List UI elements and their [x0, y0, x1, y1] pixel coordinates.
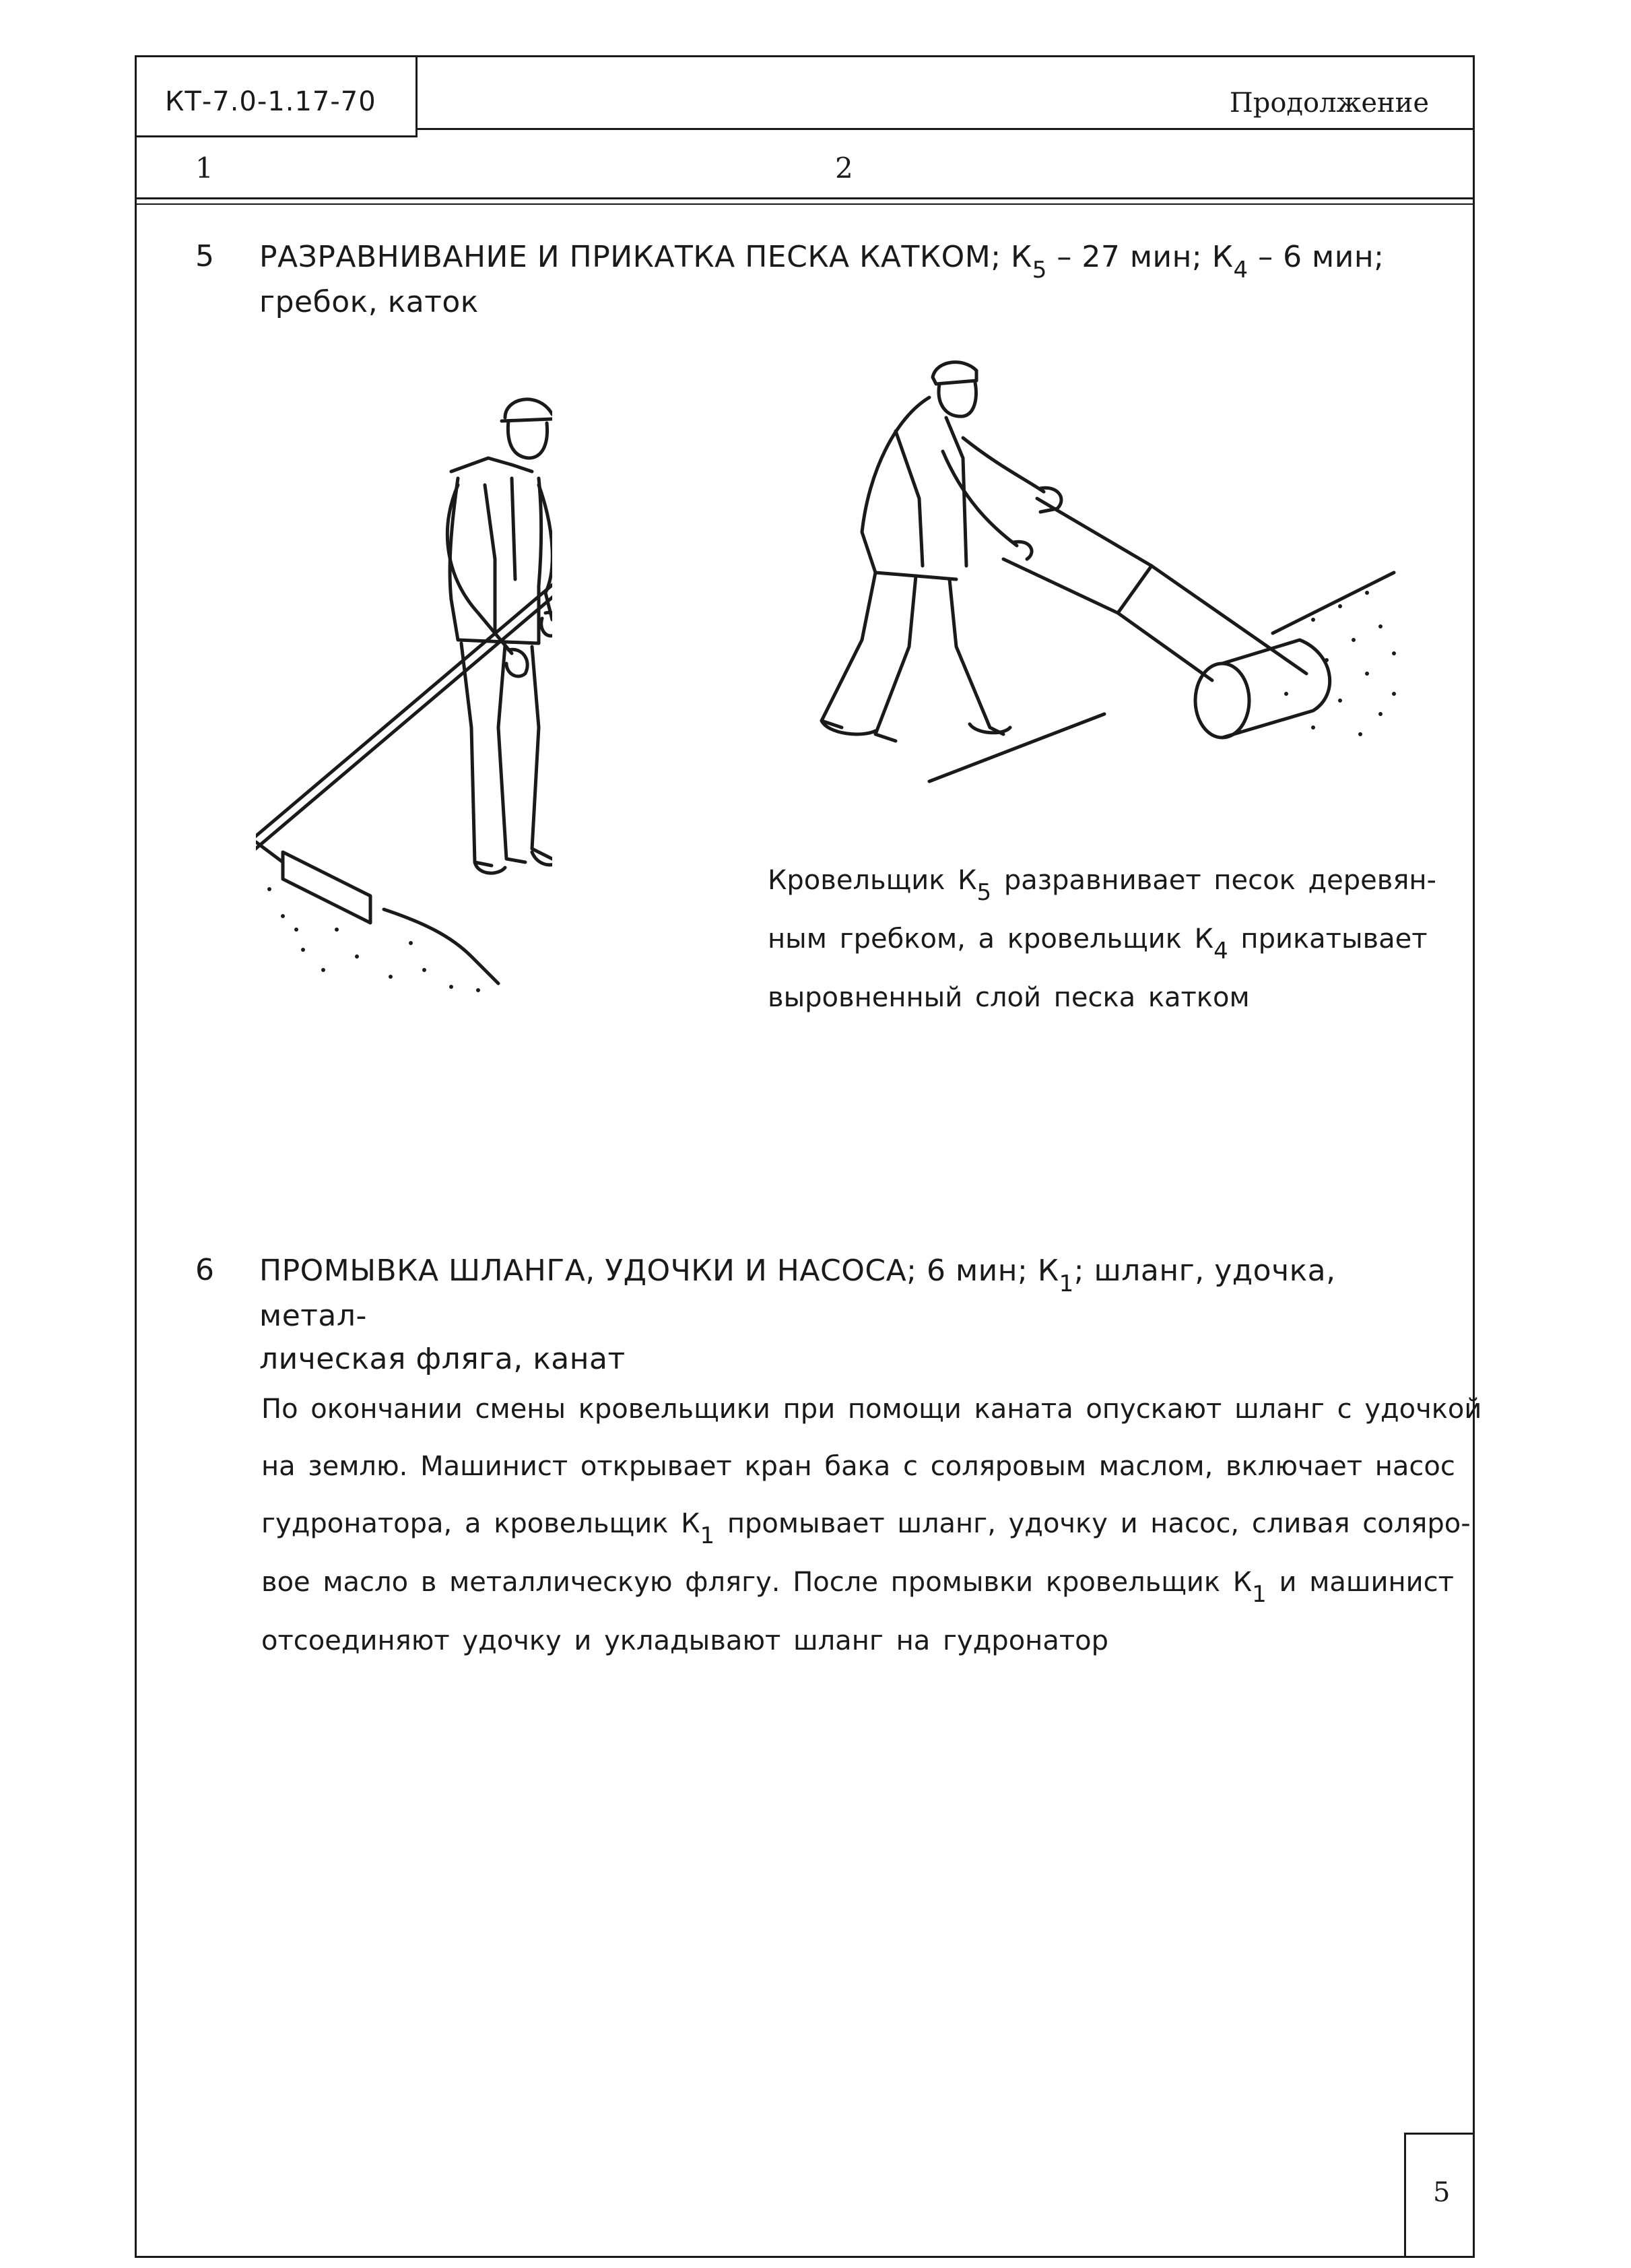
- column-number-1: 1: [195, 152, 213, 185]
- caption-line-2: ным гребком, а кровельщик $К_4$ прикатывает: [768, 924, 1428, 965]
- step-5-caption: [768, 852, 1436, 1027]
- step-5-number: 5: [195, 239, 214, 273]
- caption-line-3: выровненный слой песка катком: [768, 982, 1250, 1013]
- step-6-title: [259, 1250, 1444, 1381]
- continuation-label: Продолжение: [1229, 88, 1429, 119]
- worker-with-roller-illustration: [801, 350, 1407, 795]
- body-line-1: По окончании смены кровельщики при помощи каната опускают шланг с удочкой: [261, 1394, 1482, 1425]
- body-line-3: гудронатора, а кровельщик $К_1$ промывает шланг, удочку и насос, сливая соляро-: [261, 1508, 1471, 1549]
- caption-line-1: Кровельщик $К_5$ разравнивает песок деревян-: [768, 865, 1436, 906]
- column-header-rule: [135, 197, 1475, 199]
- header-divider: [418, 128, 1475, 130]
- document-code: КТ-7.0-1.17-70: [165, 86, 376, 117]
- column-header-rule-second: [135, 203, 1475, 205]
- step-6-number: 6: [195, 1253, 214, 1287]
- worker-with-rake-illustration: [256, 377, 552, 1004]
- step-6-body: [261, 1381, 1482, 1670]
- page-number: 5: [1433, 2177, 1451, 2208]
- body-line-2: на землю. Машинист открывает кран бака с соляровым маслом, включает насос: [261, 1451, 1455, 1482]
- body-line-5: отсоединяют удочку и укладывают шланг на гудронатор: [261, 1625, 1108, 1656]
- step-5-title: [259, 236, 1444, 324]
- step-5-title-line-2: гребок, каток: [259, 285, 479, 319]
- body-line-4: вое масло в металлическую флягу. После промывки кровельщик $К_1$ и машинист: [261, 1567, 1454, 1608]
- step-6-title-line-1: ПРОМЫВКА ШЛАНГА, УДОЧКИ И НАСОСА; 6 мин; $К_1$; шланг, удочка, метал-: [259, 1254, 1336, 1333]
- column-number-2: 2: [835, 152, 853, 185]
- step-6-title-line-2: лическая фляга, канат: [259, 1342, 626, 1376]
- step-5-title-line-1: РАЗРАВНИВАНИЕ И ПРИКАТКА ПЕСКА КАТКОМ; $К_5 - 27$ мин; $К_4 - 6$ мин;: [259, 240, 1385, 284]
